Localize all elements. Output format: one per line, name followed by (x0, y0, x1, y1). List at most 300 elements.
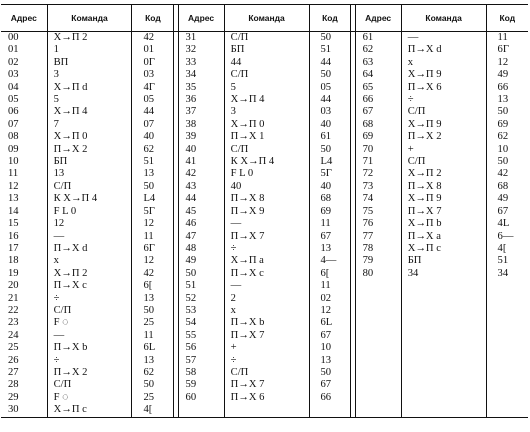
address-cell: 29 (1, 392, 47, 404)
code-cell (486, 379, 528, 391)
address-cell: 43 (178, 181, 224, 193)
code-cell: 67 (320, 329, 332, 341)
code-cell: 13 (497, 94, 509, 106)
address-cell: 48 (178, 243, 224, 255)
table-row (1, 119, 528, 131)
command-cell: Х→П 4 (224, 94, 309, 106)
command-cell: П→Х 6 (401, 82, 486, 94)
command-cell: П→Х 7 (224, 330, 309, 342)
address-cell (355, 293, 401, 305)
code-header: Код (132, 5, 174, 32)
code-cell (486, 317, 528, 329)
address-cell: 66 (355, 94, 401, 106)
code-cell: 03 (143, 69, 155, 81)
code-cell: 40 (143, 131, 155, 143)
table-row (1, 206, 528, 218)
command-cell: x (401, 57, 486, 69)
code-cell: 49 (497, 69, 509, 81)
address-cell: 69 (355, 131, 401, 143)
code-cell: 11 (497, 32, 508, 43)
code-cell: 67 (320, 230, 332, 242)
code-cell: 50 (143, 180, 155, 192)
code-cell: 12 (320, 304, 332, 316)
table-row (1, 404, 528, 417)
table-row (1, 106, 528, 118)
code-cell: 11 (143, 329, 154, 341)
code-cell: 10 (320, 342, 332, 354)
address-cell: 44 (178, 193, 224, 205)
address-cell: 05 (1, 94, 47, 106)
code-cell: 50 (497, 106, 509, 118)
command-cell: Х→П 4 (47, 106, 132, 118)
code-cell: 0Г (143, 56, 155, 68)
command-cell: С/П (224, 32, 309, 45)
code-cell: 25 (143, 317, 155, 329)
address-cell: 03 (1, 69, 47, 81)
address-cell (355, 355, 401, 367)
code-cell: 66 (497, 81, 509, 93)
address-cell: 10 (1, 156, 47, 168)
code-cell: 6Г (143, 242, 155, 254)
address-cell: 23 (1, 317, 47, 329)
address-cell: 01 (1, 44, 47, 56)
address-cell: 79 (355, 255, 401, 267)
command-cell: С/П (401, 106, 486, 118)
command-cell: F L 0 (47, 206, 132, 218)
command-cell: П→Х a (401, 231, 486, 243)
address-cell: 42 (178, 168, 224, 180)
address-cell: 47 (178, 231, 224, 243)
command-cell: П→Х с (224, 268, 309, 280)
address-cell: 46 (178, 218, 224, 230)
address-cell: 62 (355, 44, 401, 56)
code-cell (486, 342, 528, 354)
command-header: Команда (224, 5, 309, 32)
command-cell: П→Х 7 (224, 379, 309, 391)
command-cell: К Х→П 4 (224, 156, 309, 168)
address-cell: 32 (178, 44, 224, 56)
command-cell: Х→П 9 (401, 119, 486, 131)
command-cell: 34 (401, 268, 486, 280)
command-cell: К Х→П 4 (47, 193, 132, 205)
code-cell: 05 (143, 94, 155, 106)
command-cell: П→Х d (401, 44, 486, 56)
command-cell: П→Х 6 (224, 392, 309, 404)
address-cell: 41 (178, 156, 224, 168)
code-cell: 62 (143, 366, 155, 378)
command-cell: — (401, 32, 486, 45)
command-cell: 1 (47, 44, 132, 56)
command-cell (401, 317, 486, 329)
command-cell: С/П (47, 379, 132, 391)
code-cell: 42 (497, 168, 509, 180)
table-row (1, 342, 528, 354)
command-cell (401, 293, 486, 305)
address-cell: 56 (178, 342, 224, 354)
code-cell: 50 (143, 304, 155, 316)
command-cell: x (224, 305, 309, 317)
code-header: Код (309, 5, 351, 32)
address-cell: 24 (1, 330, 47, 342)
code-cell: 42 (143, 267, 155, 279)
code-cell: 34 (497, 267, 509, 279)
code-cell: 50 (320, 32, 332, 43)
address-cell: 76 (355, 218, 401, 230)
code-cell: 51 (320, 44, 332, 56)
address-cell: 70 (355, 144, 401, 156)
address-cell: 13 (1, 193, 47, 205)
address-cell: 28 (1, 379, 47, 391)
command-cell: x (47, 255, 132, 267)
address-cell (355, 342, 401, 354)
code-cell: 07 (143, 118, 155, 130)
command-cell: П→Х d (47, 243, 132, 255)
code-cell: 5Г (143, 205, 155, 217)
command-cell: Х→П 2 (47, 32, 132, 45)
address-cell: 25 (1, 342, 47, 354)
command-cell: 3 (47, 69, 132, 81)
table-row (1, 32, 528, 45)
code-cell: 50 (320, 143, 332, 155)
command-cell: 40 (224, 181, 309, 193)
table-row (1, 193, 528, 205)
code-cell: 44 (320, 94, 332, 106)
command-cell: П→Х b (47, 342, 132, 354)
table-row (1, 44, 528, 56)
address-cell: 72 (355, 168, 401, 180)
address-cell: 80 (355, 268, 401, 280)
code-cell: 68 (497, 180, 509, 192)
code-cell: 03 (320, 106, 332, 118)
table-row (1, 218, 528, 230)
code-cell: 50 (320, 366, 332, 378)
address-cell: 26 (1, 355, 47, 367)
address-cell: 51 (178, 280, 224, 292)
address-cell: 58 (178, 367, 224, 379)
command-cell: ÷ (224, 243, 309, 255)
address-cell (178, 404, 224, 417)
code-cell: 12 (497, 56, 509, 68)
command-cell: П→Х b (224, 317, 309, 329)
address-cell: 75 (355, 206, 401, 218)
address-cell: 20 (1, 280, 47, 292)
address-cell: 65 (355, 82, 401, 94)
address-cell: 14 (1, 206, 47, 218)
table-row (1, 168, 528, 180)
command-cell: 5 (47, 94, 132, 106)
command-cell: — (224, 218, 309, 230)
code-cell (486, 293, 528, 305)
code-cell: 6Г (497, 44, 509, 56)
code-cell: 62 (143, 143, 155, 155)
code-cell: 6[ (143, 280, 153, 292)
address-cell: 71 (355, 156, 401, 168)
command-cell: — (47, 330, 132, 342)
code-cell: 13 (143, 168, 155, 180)
command-cell: + (224, 342, 309, 354)
command-cell (224, 404, 309, 417)
address-cell: 67 (355, 106, 401, 118)
command-cell: Х→П с (47, 404, 132, 417)
command-cell (401, 355, 486, 367)
command-cell: F ◌ (47, 317, 132, 329)
code-cell (486, 367, 528, 379)
address-cell: 31 (178, 32, 224, 45)
code-cell: L4 (320, 156, 333, 168)
command-cell: Х→П d (47, 82, 132, 94)
address-cell (355, 280, 401, 292)
code-cell: 10 (497, 143, 509, 155)
address-cell: 08 (1, 131, 47, 143)
table-row (1, 156, 528, 168)
code-cell: 4— (320, 255, 337, 267)
command-cell: — (224, 280, 309, 292)
command-cell: С/П (47, 305, 132, 317)
table-row (1, 243, 528, 255)
command-cell: — (47, 231, 132, 243)
table-row (1, 57, 528, 69)
command-cell (401, 305, 486, 317)
command-cell: ÷ (47, 355, 132, 367)
command-cell: С/П (401, 156, 486, 168)
code-cell: 6L (320, 317, 333, 329)
address-cell: 52 (178, 293, 224, 305)
command-cell: ÷ (401, 94, 486, 106)
address-cell (355, 330, 401, 342)
table-row (1, 144, 528, 156)
code-cell: 11 (143, 230, 154, 242)
address-cell: 74 (355, 193, 401, 205)
command-cell: + (401, 144, 486, 156)
command-cell: Х→П a (224, 255, 309, 267)
code-cell (486, 305, 528, 317)
command-cell: Х→П 9 (401, 69, 486, 81)
code-cell (486, 404, 528, 417)
table-row (1, 280, 528, 292)
command-cell: ВП (47, 57, 132, 69)
address-cell: 35 (178, 82, 224, 94)
command-cell: П→Х 8 (401, 181, 486, 193)
address-header: Адрес (1, 5, 47, 32)
command-cell: Х→П 0 (47, 131, 132, 143)
code-cell: 13 (320, 242, 332, 254)
address-header: Адрес (355, 5, 401, 32)
command-cell: П→Х 7 (224, 231, 309, 243)
code-cell (486, 280, 528, 292)
command-cell: П→Х 1 (224, 131, 309, 143)
code-cell: 6[ (320, 267, 330, 279)
table-row (1, 268, 528, 280)
code-cell (486, 330, 528, 342)
code-cell: 4[ (497, 242, 507, 254)
address-cell: 73 (355, 181, 401, 193)
address-cell: 38 (178, 119, 224, 131)
command-cell: 44 (224, 57, 309, 69)
command-cell: Х→П 2 (47, 268, 132, 280)
address-cell: 40 (178, 144, 224, 156)
code-cell: 42 (143, 32, 155, 43)
address-cell: 00 (1, 32, 47, 45)
code-cell (309, 404, 351, 417)
command-cell: ÷ (224, 355, 309, 367)
code-cell: 11 (320, 280, 331, 292)
address-cell: 60 (178, 392, 224, 404)
address-cell: 02 (1, 57, 47, 69)
address-cell: 59 (178, 379, 224, 391)
command-cell: Х→П с (401, 243, 486, 255)
code-cell: 4L (497, 218, 510, 230)
address-cell: 15 (1, 218, 47, 230)
command-cell (401, 330, 486, 342)
table-row (1, 293, 528, 305)
table-row (1, 231, 528, 243)
command-cell: F L 0 (224, 168, 309, 180)
code-cell: 44 (320, 56, 332, 68)
address-cell: 63 (355, 57, 401, 69)
code-cell (486, 355, 528, 367)
address-cell: 21 (1, 293, 47, 305)
command-cell: Х→П 0 (224, 119, 309, 131)
command-cell: П→Х 2 (47, 367, 132, 379)
address-cell: 68 (355, 119, 401, 131)
command-cell (401, 392, 486, 404)
address-cell: 57 (178, 355, 224, 367)
command-cell: П→Х 2 (401, 131, 486, 143)
table-row (1, 317, 528, 329)
address-cell: 61 (355, 32, 401, 45)
command-cell: Х→П 2 (401, 168, 486, 180)
address-cell: 55 (178, 330, 224, 342)
code-cell: 68 (320, 193, 332, 205)
code-cell: 50 (497, 156, 509, 168)
code-header: Код (486, 5, 528, 32)
address-cell (355, 379, 401, 391)
address-cell: 77 (355, 231, 401, 243)
code-cell: 01 (143, 44, 155, 56)
code-cell: 12 (143, 218, 155, 230)
code-cell: 62 (497, 131, 509, 143)
command-cell: 5 (224, 82, 309, 94)
command-cell: Х→П 9 (401, 193, 486, 205)
code-cell: 66 (320, 391, 332, 403)
table-row (1, 181, 528, 193)
table-row (1, 355, 528, 367)
address-cell: 06 (1, 106, 47, 118)
table-row (1, 255, 528, 267)
address-cell: 17 (1, 243, 47, 255)
table-row (1, 330, 528, 342)
address-cell: 37 (178, 106, 224, 118)
command-cell: П→Х 2 (47, 144, 132, 156)
command-cell: С/П (224, 367, 309, 379)
address-cell: 30 (1, 404, 47, 417)
command-cell: БП (47, 156, 132, 168)
code-cell: 69 (320, 205, 332, 217)
code-cell: 40 (320, 180, 332, 192)
address-cell: 09 (1, 144, 47, 156)
code-cell: 61 (320, 131, 332, 143)
command-cell: 12 (47, 218, 132, 230)
code-cell: 51 (497, 255, 509, 267)
code-cell: 6L (143, 342, 156, 354)
command-cell: С/П (224, 144, 309, 156)
code-cell: 25 (143, 391, 155, 403)
command-header: Команда (47, 5, 132, 32)
code-cell: 51 (143, 156, 155, 168)
code-cell: 4[ (132, 404, 174, 417)
address-cell: 50 (178, 268, 224, 280)
address-cell (355, 404, 401, 417)
command-cell: 13 (47, 168, 132, 180)
address-cell: 22 (1, 305, 47, 317)
code-cell: 4Г (143, 81, 155, 93)
code-cell: 13 (143, 292, 155, 304)
address-cell: 12 (1, 181, 47, 193)
command-cell: 2 (224, 293, 309, 305)
code-cell: 67 (497, 205, 509, 217)
address-cell: 33 (178, 57, 224, 69)
command-cell (401, 404, 486, 417)
command-cell: БП (224, 44, 309, 56)
command-cell: БП (401, 255, 486, 267)
address-cell: 54 (178, 317, 224, 329)
code-cell: 11 (320, 218, 331, 230)
address-cell: 39 (178, 131, 224, 143)
table-row (1, 131, 528, 143)
command-cell: 3 (224, 106, 309, 118)
code-cell: 49 (497, 193, 509, 205)
table-row (1, 305, 528, 317)
code-cell: L4 (143, 193, 156, 205)
address-cell: 04 (1, 82, 47, 94)
command-cell: ÷ (47, 293, 132, 305)
command-cell: П→Х 8 (224, 193, 309, 205)
address-cell (355, 305, 401, 317)
command-cell: 7 (47, 119, 132, 131)
address-cell: 34 (178, 69, 224, 81)
code-cell (486, 392, 528, 404)
address-cell: 11 (1, 168, 47, 180)
address-cell (355, 392, 401, 404)
table-body (1, 32, 528, 418)
code-cell: 50 (320, 69, 332, 81)
command-cell: П→Х 9 (224, 206, 309, 218)
address-header: Адрес (178, 5, 224, 32)
address-cell: 07 (1, 119, 47, 131)
command-cell: Х→П b (401, 218, 486, 230)
code-cell: 12 (143, 255, 155, 267)
command-cell (401, 367, 486, 379)
code-cell: 02 (320, 292, 332, 304)
command-cell: С/П (224, 69, 309, 81)
command-cell (401, 342, 486, 354)
address-cell: 16 (1, 231, 47, 243)
address-cell: 19 (1, 268, 47, 280)
code-cell: 40 (320, 118, 332, 130)
table-row (1, 82, 528, 94)
code-cell: 6— (497, 230, 514, 242)
code-cell: 69 (497, 118, 509, 130)
table-header-row (1, 5, 528, 32)
address-cell: 36 (178, 94, 224, 106)
address-cell (355, 367, 401, 379)
table-row (1, 94, 528, 106)
code-cell: 67 (320, 379, 332, 391)
command-cell: F ◌ (47, 392, 132, 404)
command-cell: П→Х с (47, 280, 132, 292)
command-cell (401, 379, 486, 391)
table-row (1, 367, 528, 379)
